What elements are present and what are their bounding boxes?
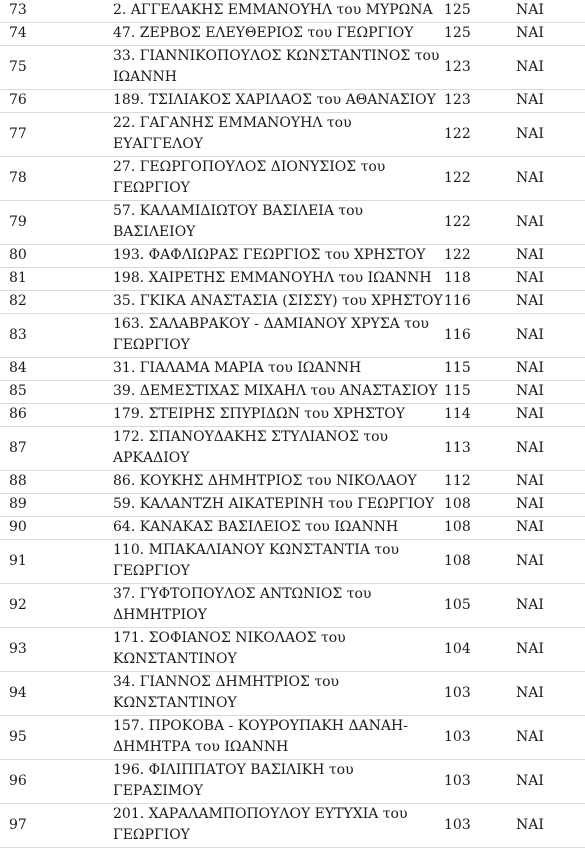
- elected-cell: ΝΑΙ: [494, 358, 585, 381]
- votes-cell: 103: [444, 760, 494, 804]
- candidate-name-cell: 35. ΓΚΙΚΑ ΑΝΑΣΤΑΣΙΑ (ΣΙΣΣΥ) του ΧΡΗΣΤΟΥ: [108, 291, 444, 314]
- table-row: [0, 358, 585, 381]
- votes-cell: 122: [444, 245, 494, 268]
- elected-cell: ΝΑΙ: [494, 23, 585, 46]
- table-row: [0, 628, 585, 672]
- rank-cell: 79: [0, 201, 108, 245]
- rank-cell: 92: [0, 584, 108, 628]
- votes-cell: 103: [444, 716, 494, 760]
- candidate-name-cell: 189. ΤΣΙΛΙΑΚΟΣ ΧΑΡΙΛΑΟΣ του ΑΘΑΝΑΣΙΟΥ: [108, 90, 444, 113]
- elected-cell: ΝΑΙ: [494, 90, 585, 113]
- rank-cell: 82: [0, 291, 108, 314]
- votes-cell: 115: [444, 381, 494, 404]
- votes-cell: 122: [444, 157, 494, 201]
- table-row: [0, 584, 585, 628]
- votes-cell: 108: [444, 494, 494, 517]
- rank-cell: 93: [0, 628, 108, 672]
- rank-cell: 83: [0, 314, 108, 358]
- votes-cell: 122: [444, 201, 494, 245]
- rank-cell: 73: [0, 0, 108, 23]
- candidate-name-cell: 2. ΑΓΓΕΛΑΚΗΣ ΕΜΜΑΝΟΥΗΛ του ΜΥΡΩΝΑ: [108, 0, 444, 23]
- candidate-name-cell: 47. ΖΕΡΒΟΣ ΕΛΕΥΘΕΡΙΟΣ του ΓΕΩΡΓΙΟΥ: [108, 23, 444, 46]
- votes-cell: 122: [444, 113, 494, 157]
- votes-cell: 112: [444, 471, 494, 494]
- candidate-name-cell: 27. ΓΕΩΡΓΟΠΟΥΛΟΣ ΔΙΟΝΥΣΙΟΣ του ΓΕΩΡΓΙΟΥ: [108, 157, 444, 201]
- table-row: [0, 245, 585, 268]
- votes-cell: 118: [444, 268, 494, 291]
- votes-cell: 105: [444, 584, 494, 628]
- candidate-name-cell: 196. ΦΙΛΙΠΠΑΤΟΥ ΒΑΣΙΛΙΚΗ του ΓΕΡΑΣΙΜΟΥ: [108, 760, 444, 804]
- rank-cell: 91: [0, 540, 108, 584]
- table-row: [0, 672, 585, 716]
- table-row: [0, 517, 585, 540]
- candidate-name-cell: 59. ΚΑΛΑΝΤΖΗ ΑΙΚΑΤΕΡΙΝΗ του ΓΕΩΡΓΙΟΥ: [108, 494, 444, 517]
- elected-cell: ΝΑΙ: [494, 672, 585, 716]
- table-row: [0, 494, 585, 517]
- votes-cell: 113: [444, 427, 494, 471]
- rank-cell: 77: [0, 113, 108, 157]
- candidate-name-cell: 31. ΓΙΑΛΑΜΑ ΜΑΡΙΑ του ΙΩΑΝΝΗ: [108, 358, 444, 381]
- candidate-name-cell: 86. ΚΟΥΚΗΣ ΔΗΜΗΤΡΙΟΣ του ΝΙΚΟΛΑΟΥ: [108, 471, 444, 494]
- elected-cell: ΝΑΙ: [494, 427, 585, 471]
- elected-cell: ΝΑΙ: [494, 245, 585, 268]
- table-row: [0, 23, 585, 46]
- table-row: [0, 90, 585, 113]
- elected-cell: ΝΑΙ: [494, 584, 585, 628]
- table-row: [0, 0, 585, 23]
- rank-cell: 89: [0, 494, 108, 517]
- rank-cell: 78: [0, 157, 108, 201]
- candidate-name-cell: 171. ΣΟΦΙΑΝΟΣ ΝΙΚΟΛΑΟΣ του ΚΩΝΣΤΑΝΤΙΝΟΥ: [108, 628, 444, 672]
- rank-cell: 87: [0, 427, 108, 471]
- votes-cell: 123: [444, 46, 494, 90]
- elected-cell: ΝΑΙ: [494, 716, 585, 760]
- table-row: [0, 381, 585, 404]
- elected-cell: ΝΑΙ: [494, 628, 585, 672]
- elected-cell: ΝΑΙ: [494, 268, 585, 291]
- votes-cell: 104: [444, 628, 494, 672]
- table-row: [0, 404, 585, 427]
- votes-cell: 123: [444, 90, 494, 113]
- elected-cell: ΝΑΙ: [494, 0, 585, 23]
- rank-cell: 80: [0, 245, 108, 268]
- votes-cell: 115: [444, 358, 494, 381]
- table-row: [0, 804, 585, 848]
- rank-cell: 76: [0, 90, 108, 113]
- votes-cell: 114: [444, 404, 494, 427]
- candidate-name-cell: 64. ΚΑΝΑΚΑΣ ΒΑΣΙΛΕΙΟΣ του ΙΩΑΝΝΗ: [108, 517, 444, 540]
- table-row: [0, 201, 585, 245]
- table-row: [0, 716, 585, 760]
- elected-cell: ΝΑΙ: [494, 157, 585, 201]
- candidate-name-cell: 163. ΣΑΛΑΒΡΑΚΟΥ - ΔΑΜΙΑΝΟΥ ΧΡΥΣΑ του ΓΕΩΡΓΙΟΥ: [108, 314, 444, 358]
- rank-cell: 90: [0, 517, 108, 540]
- rank-cell: 75: [0, 46, 108, 90]
- candidate-name-cell: 33. ΓΙΑΝΝΙΚΟΠΟΥΛΟΣ ΚΩΝΣΤΑΝΤΙΝΟΣ του ΙΩΑΝΝΗ: [108, 46, 444, 90]
- elected-cell: ΝΑΙ: [494, 540, 585, 584]
- votes-cell: 125: [444, 0, 494, 23]
- elected-cell: ΝΑΙ: [494, 381, 585, 404]
- rank-cell: 96: [0, 760, 108, 804]
- elected-cell: ΝΑΙ: [494, 46, 585, 90]
- candidate-name-cell: 110. ΜΠΑΚΑΛΙΑΝΟΥ ΚΩΝΣΤΑΝΤΙΑ του ΓΕΩΡΓΙΟΥ: [108, 540, 444, 584]
- elected-cell: ΝΑΙ: [494, 314, 585, 358]
- votes-cell: 116: [444, 314, 494, 358]
- rank-cell: 97: [0, 804, 108, 848]
- table-row: [0, 540, 585, 584]
- rank-cell: 81: [0, 268, 108, 291]
- votes-cell: 125: [444, 23, 494, 46]
- candidate-name-cell: 201. ΧΑΡΑΛΑΜΠΟΠΟΥΛΟΥ ΕΥΤΥΧΙΑ του ΓΕΩΡΓΙΟΥ: [108, 804, 444, 848]
- elected-cell: ΝΑΙ: [494, 291, 585, 314]
- votes-cell: 116: [444, 291, 494, 314]
- table-row: [0, 471, 585, 494]
- rank-cell: 88: [0, 471, 108, 494]
- elected-cell: ΝΑΙ: [494, 471, 585, 494]
- candidate-name-cell: 172. ΣΠΑΝΟΥΔΑΚΗΣ ΣΤΥΛΙΑΝΟΣ του ΑΡΚΑΔΙΟΥ: [108, 427, 444, 471]
- elected-cell: ΝΑΙ: [494, 517, 585, 540]
- elected-cell: ΝΑΙ: [494, 494, 585, 517]
- candidate-name-cell: 34. ΓΙΑΝΝΟΣ ΔΗΜΗΤΡΙΟΣ του ΚΩΝΣΤΑΝΤΙΝΟΥ: [108, 672, 444, 716]
- table-row: [0, 291, 585, 314]
- rank-cell: 84: [0, 358, 108, 381]
- candidate-name-cell: 39. ΔΕΜΕΣΤΙΧΑΣ ΜΙΧΑΗΛ του ΑΝΑΣΤΑΣΙΟΥ: [108, 381, 444, 404]
- votes-cell: 108: [444, 540, 494, 584]
- table-row: [0, 268, 585, 291]
- candidate-name-cell: 198. ΧΑΙΡΕΤΗΣ ΕΜΜΑΝΟΥΗΛ του ΙΩΑΝΝΗ: [108, 268, 444, 291]
- elected-cell: ΝΑΙ: [494, 760, 585, 804]
- candidate-name-cell: 57. ΚΑΛΑΜΙΔΙΩΤΟΥ ΒΑΣΙΛΕΙΑ του ΒΑΣΙΛΕΙΟΥ: [108, 201, 444, 245]
- table-row: [0, 157, 585, 201]
- rank-cell: 95: [0, 716, 108, 760]
- rank-cell: 86: [0, 404, 108, 427]
- rank-cell: 85: [0, 381, 108, 404]
- candidate-name-cell: 193. ΦΑΦΛΙΩΡΑΣ ΓΕΩΡΓΙΟΣ του ΧΡΗΣΤΟΥ: [108, 245, 444, 268]
- table-row: [0, 760, 585, 804]
- candidate-name-cell: 157. ΠΡΟΚΟΒΑ - ΚΟΥΡΟΥΠΑΚΗ ΔΑΝΑΗ-ΔΗΜΗΤΡΑ του ΙΩΑΝΝΗ: [108, 716, 444, 760]
- elected-cell: ΝΑΙ: [494, 404, 585, 427]
- candidate-name-cell: 22. ΓΑΓΑΝΗΣ ΕΜΜΑΝΟΥΗΛ του ΕΥΑΓΓΕΛΟΥ: [108, 113, 444, 157]
- votes-cell: 108: [444, 517, 494, 540]
- candidate-name-cell: 179. ΣΤΕΙΡΗΣ ΣΠΥΡΙΔΩΝ του ΧΡΗΣΤΟΥ: [108, 404, 444, 427]
- votes-cell: 103: [444, 804, 494, 848]
- table-row: [0, 427, 585, 471]
- elected-cell: ΝΑΙ: [494, 201, 585, 245]
- table-row: [0, 46, 585, 90]
- table-row: [0, 314, 585, 358]
- rank-cell: 74: [0, 23, 108, 46]
- votes-cell: 103: [444, 672, 494, 716]
- table-row: [0, 113, 585, 157]
- elected-cell: ΝΑΙ: [494, 804, 585, 848]
- rank-cell: 94: [0, 672, 108, 716]
- candidate-name-cell: 37. ΓΥΦΤΟΠΟΥΛΟΣ ΑΝΤΩΝΙΟΣ του ΔΗΜΗΤΡΙΟΥ: [108, 584, 444, 628]
- elected-cell: ΝΑΙ: [494, 113, 585, 157]
